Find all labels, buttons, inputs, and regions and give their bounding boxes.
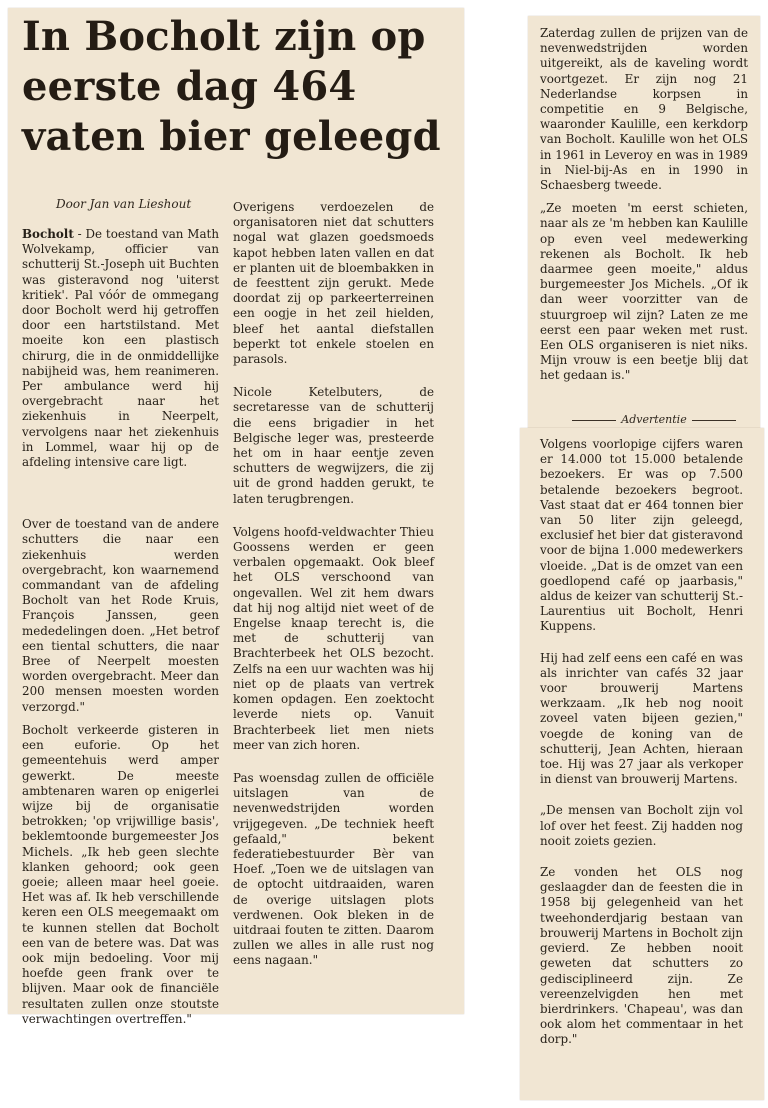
paragraph-4: Overigens verdoezelen de organisatoren niet dat schutters nogal wat glazen goedsmoeds kapot hebben laten vallen en dat er planten uit de bloembakken in de feesttent zijn gerukt. Mede doordat zij op parkeerterreinen een oogje in het zeil hielden, bleef het aantal diefstallen beperkt tot enkele stoelen en parasols. bbox=[233, 200, 434, 367]
paragraph-12: „De mensen van Bocholt zijn vol lof over het feest. Zij hadden nog nooit zoiets gezien. bbox=[540, 803, 743, 848]
paragraph-6: Volgens hoofd-veldwachter Thieu Goossens werden er geen verbalen opgemaakt. Ook bleef het OLS verschoond van ongevallen. Wel zit hem dwars dat hij nog altijd niet weet of de Engelse knaap terecht is, die met de schutterij van Brachterbeek het OLS bezocht. Zelfs na een uur wachten was hij niet op de plaats van vertrek komen opdagen. Een zoektocht leverde niets op. Vanuit Brachterbeek liet men niets meer van zich horen. bbox=[233, 524, 434, 752]
paragraph-13: Ze vonden het OLS nog geslaagder dan de feesten die in 1958 bij gelegenheid van het tweehonderdjarig bestaan van brouwerij Martens in Bocholt zijn gevierd. Ze hebben nooit geweten dat schutters zo gedisciplineerd zijn. Ze vereenzelvigden hen met bierdrinkers. 'Chapeau', was dan ook alom het commentaar in het dorp." bbox=[540, 865, 743, 1047]
dateline: Bocholt bbox=[22, 227, 74, 241]
column-3 bbox=[540, 26, 748, 384]
paragraph-1: Bocholt - De toestand van Math Wolvekamp, officier van schutterij St.-Joseph uit Buchten was gisteravond nog 'uiterst kritiek'. Pal vóór de ommegang door Bocholt werd hij getroffen door een hartstilstand. Met moeite kon een plastisch chirurg, die in de onmiddellijke nabijheid was, hem reanimeren. Per ambulance werd hij overgebracht naar het ziekenhuis in Neerpelt, vervolgens naar het ziekenhuis in Lommel, waar hij op de afdeling intensive care ligt. bbox=[22, 227, 219, 470]
advertisement-label: Advertentie bbox=[556, 413, 752, 426]
paragraph-3: Bocholt verkeerde gisteren in een euforie. Op het gemeentehuis werd amper gewerkt. De meeste ambtenaren waren op enigerlei wijze bij de organisatie betrokken; 'op vrijwillige basis', beklemtoonde burgemeester Jos Michels. „Ik heb geen slechte klanken gehoord; ook geen goeie; alleen maar heel goeie. Het was af. Ik heb verschillende keren een OLS meegemaakt om te kunnen stellen dat Bocholt een van de betere was. Dat was ook mijn bedoeling. Voor mij hoefde geen frank over te blijven. Maar ook de financiële resultaten zullen onze stoutste verwachtingen overtreffen." bbox=[22, 722, 219, 1026]
headline: In Bocholt zijn op eerste dag 464 vaten bier geleegd bbox=[22, 13, 441, 160]
byline: Door Jan van Lieshout bbox=[56, 197, 192, 211]
paragraph-2: Over de toestand van de andere schutters die naar een ziekenhuis werden overgebracht, kon waarnemend commandant van de afdeling Bocholt van het Rode Kruis, François Janssen, geen mededelingen doen. „Het betrof een tiental schutters, die naar Bree of Neerpelt moesten worden overgebracht. Meer dan 200 mensen moesten worden verzorgd." bbox=[22, 517, 219, 714]
paragraph-7: Pas woensdag zullen de officiële uitslagen van de nevenwedstrijden worden vrijgegeven. „De techniek heeft gefaald," bekent federatiebestuurder Bèr van Hoef. „Toen we de uitslagen van de optocht uitdraaiden, waren de overige uitslagen plots verdwenen. Ook bleken in de uitdraai fouten te zitten. Daarom zullen we alles in alle rust nog eens nagaan." bbox=[233, 770, 434, 968]
column-1 bbox=[22, 227, 219, 1027]
column-2 bbox=[233, 200, 434, 969]
paragraph-5: Nicole Ketelbuters, de secretaresse van de schutterij die eens brigadier in het Belgische leger was, presteerde het om in haar eentje zeven schutters de wegwijzers, die zij uit de grond hadden gerukt, te laten terugbrengen. bbox=[233, 385, 434, 506]
paragraph-9: „Ze moeten 'm eerst schieten, naar als ze 'm hebben kan Kaulille op even veel medewerking rekenen als Bocholt. Ik heb daarmee geen moeite," aldus burgemeester Jos Michels. „Of ik dan weer voorzitter van de stuurgroep wil zijn? Laten ze me eerst een paar weken met rust. Een OLS organiseren is niet niks. Mijn vrouw is een beetje blij dat het gedaan is." bbox=[540, 201, 748, 383]
column-4 bbox=[540, 437, 743, 1048]
paragraph-11: Hij had zelf eens een café en was als inrichter van cafés 32 jaar voor brouwerij Martens werkzaam. „Ik heb nog nooit zoveel vaten bijeen gezien," voegde de koning van de schutterij, Jean Achten, hieraan toe. Hij was 27 jaar als verkoper in dienst van brouwerij Martens. bbox=[540, 650, 743, 787]
paragraph-10: Volgens voorlopige cijfers waren er 14.000 tot 15.000 betalende bezoekers. Er was op 7.500 betalende bezoekers begroot. Vast staat dat er 464 tonnen bier van 50 liter zijn geleegd, exclusief het bier dat gisteravond voor de bijna 1.000 medewerkers vloeide. „Dat is de omzet van een goedlopend café op jaarbasis," aldus de keizer van schutterij St.-Laurentius uit Bocholt, Henri Kuppens. bbox=[540, 437, 743, 634]
paragraph-8: Zaterdag zullen de prijzen van de nevenwedstrijden worden uitgereikt, als de kaveling wordt voortgezet. Er zijn nog 21 Nederlandse korpsen in competitie en 9 Belgische, waaronder Kaulille, een kerkdorp van Bocholt. Kaulille won het OLS in 1961 in Leveroy en was in 1989 in Niel-bij-As en in 1990 in Schaesberg tweede. bbox=[540, 26, 748, 193]
